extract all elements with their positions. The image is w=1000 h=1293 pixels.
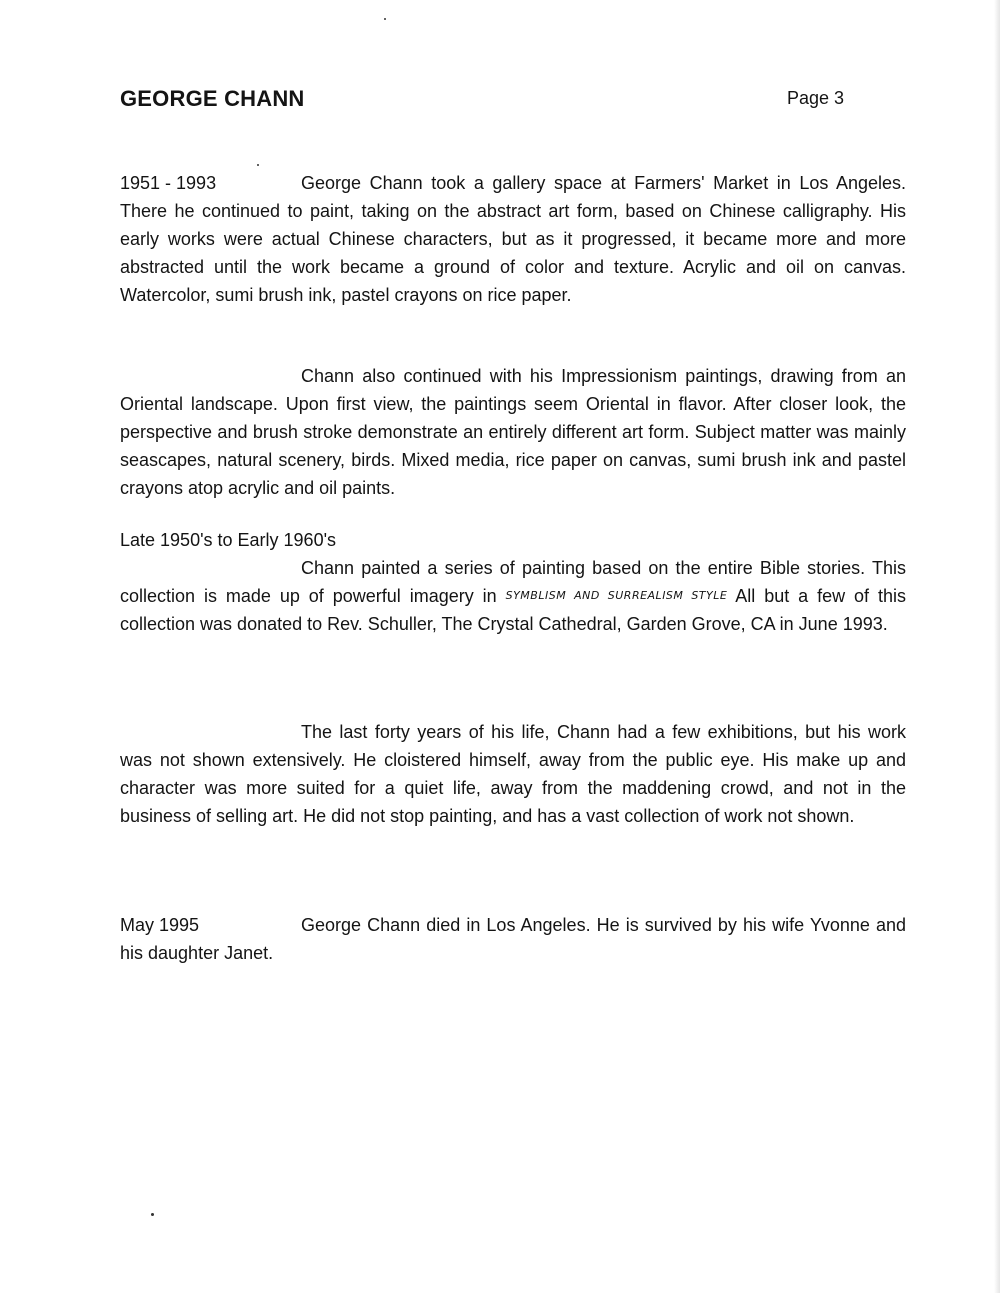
page-number: Page 3 xyxy=(787,88,845,108)
document-author-heading: GEORGE CHANN xyxy=(120,86,305,111)
scan-speck xyxy=(151,1213,154,1216)
scan-speck xyxy=(384,18,386,20)
date-label: 1951 - 1993 xyxy=(120,173,217,193)
paragraph-text: Chann also continued with his Impressionism paintings, drawing from an Oriental landscape. Upon first view, the paintings seem Oriental in flavor. After closer look, the perspective and brush stroke demonstrate an entirely different art form. Subject matter was mainly seascapes, natural scenery, birds. Mixed media, rice paper on canvas, sumi brush ink and pastel crayons atop acrylic and oil paints. xyxy=(120,366,906,498)
paragraph-text-after: All but a few of this collection was donated to Rev. Schuller, The Crystal Cathedral, Garden Grove, CA in June 1993. xyxy=(120,586,906,634)
paragraph-impressionism xyxy=(120,362,906,502)
paragraph-text-before: Chann painted a series of painting based on the entire Bible stories. This collection is made up of powerful imagery in xyxy=(120,558,906,606)
paragraph-last-years xyxy=(120,718,906,830)
paragraph-text: George Chann died in Los Angeles. He is survived by his wife Yvonne and his daughter Janet. xyxy=(120,915,906,963)
paragraph-text: The last forty years of his life, Chann had a few exhibitions, but his work was not shown extensively. He cloistered himself, away from the public eye. His make up and character was more suited for a quiet life, away from the maddening crowd, and not in the business of selling art. He did not stop painting, and has a vast collection of work not shown. xyxy=(120,722,906,826)
paragraph-bible xyxy=(120,554,906,638)
paragraph-text: George Chann took a gallery space at Farmers' Market in Los Angeles. There he continued to paint, taking on the abstract art form, based on Chinese calligraphy. His early works were actual Chinese characters, but as it progressed, it became more and more abstracted until the work became a ground of color and texture. Acrylic and oil on canvas. Watercolor, sumi brush ink, pastel crayons on rice paper. xyxy=(120,173,906,305)
paragraph-may-1995 xyxy=(120,911,906,967)
period-label: Late 1950's to Early 1960's xyxy=(120,530,337,550)
date-label: May 1995 xyxy=(120,915,200,935)
handwritten-annotation: SYMBLISM AND SURREALISM STYLE xyxy=(505,589,728,602)
scan-edge-shadow xyxy=(994,0,1000,1293)
paragraph-1951-1993 xyxy=(120,169,906,309)
scan-speck xyxy=(257,164,259,166)
